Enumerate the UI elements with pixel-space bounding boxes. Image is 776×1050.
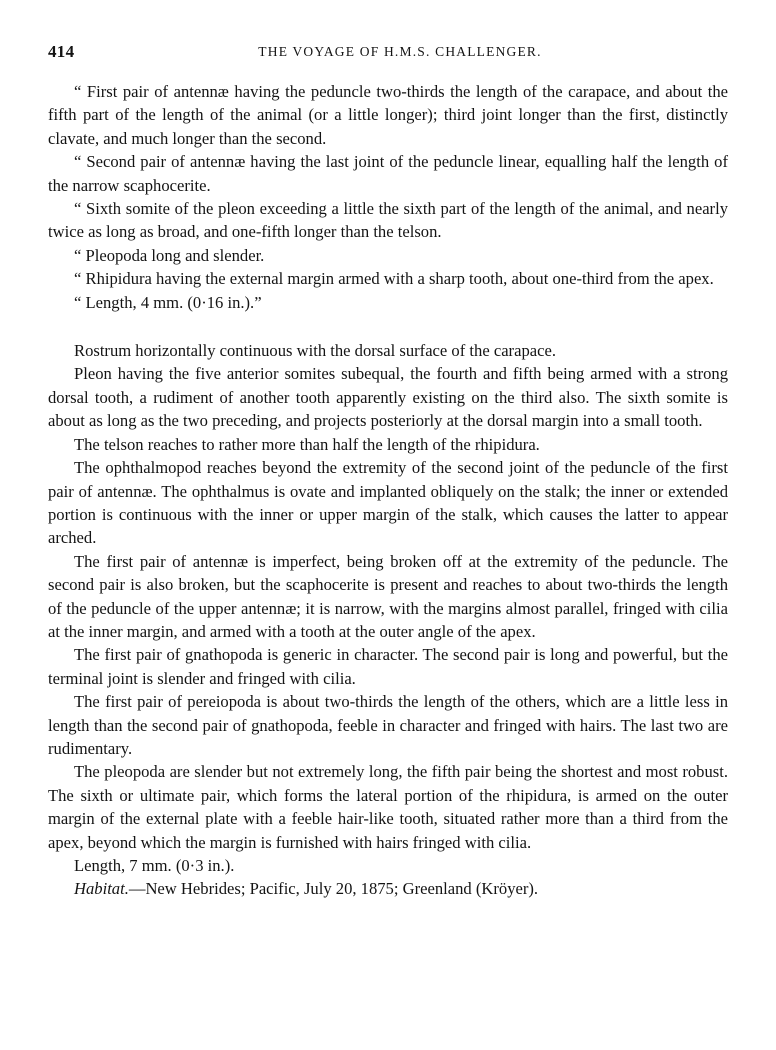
paragraph-pleon: Pleon having the five anterior somites subequal, the fourth and fifth being armed with a strong dorsal tooth, a rudiment of another tooth apparently existing on the third also. The sixth somite is about as long as the two preceding, and projects posteriorly at the dorsal margin into a small tooth. [48,364,728,431]
quote-paragraph-second-antennae: “ Second pair of antennæ having the last joint of the peduncle linear, equalling half the length of the narrow scaphocerite. [48,152,728,195]
page-number: 414 [48,42,75,61]
habitat-text: —New Hebrides; Pacific, July 20, 1875; Greenland (Kröyer). [128,879,539,899]
quote-paragraph-length: “ Length, 4 mm. (0·16 in.).” [74,292,262,312]
running-head [48,42,728,66]
running-title: THE VOYAGE OF H.M.S. CHALLENGER. [258,44,542,59]
paragraph-ophthalmopod: The ophthalmopod reaches beyond the extremity of the second joint of the peduncle of the first pair of antennæ. The ophthalmus is ovate and implanted obliquely on the stalk; the inner or extended portion is continuous with the inner or upper margin of the stalk, which causes the latter to appear arched. [48,458,728,548]
description [48,339,728,901]
quoted-description [48,80,728,314]
habitat-label: Habitat. [74,879,129,899]
quote-paragraph-first-antennae: “ First pair of antennæ having the peduncle two-thirds the length of the carapace, and about the fifth part of the length of the animal (or a little longer); third joint longer than the first, distinctly clavate, and much longer than the second. [48,82,728,148]
quote-paragraph-rhipidura: “ Rhipidura having the external margin armed with a sharp tooth, about one-third from the apex. [74,269,714,289]
paragraph-pleopoda: The pleopoda are slender but not extremely long, the fifth pair being the shortest and most robust. The sixth or ultimate pair, which forms the lateral portion of the rhipidura, is armed on the outer margin of the external plate with a feeble hair-like tooth, situated rather more than a third from the apex, beyond which the margin is furnished with hairs fringed with cilia. [48,762,728,852]
page [48,42,728,901]
paragraph-gnathopoda: The first pair of gnathopoda is generic in character. The second pair is long and powerful, but the terminal joint is slender and fringed with cilia. [48,645,728,688]
quote-paragraph-sixth-somite: “ Sixth somite of the pleon exceeding a little the sixth part of the length of the animal, and nearly twice as long as broad, and one-fifth longer than the telson. [48,199,728,242]
paragraph-telson: The telson reaches to rather more than half the length of the rhipidura. [74,434,540,454]
paragraph-rostrum: Rostrum horizontally continuous with the dorsal surface of the carapace. [74,341,556,361]
paragraph-pereiopoda: The first pair of pereiopoda is about two-thirds the length of the others, which are a little less in length than the second pair of gnathopoda, feeble in character and fringed with hairs. The last two are rudimentary. [48,692,728,758]
quote-paragraph-pleopoda: “ Pleopoda long and slender. [74,245,265,265]
paragraph-habitat [48,877,728,900]
paragraph-antennae: The first pair of antennæ is imperfect, being broken off at the extremity of the peduncle. The second pair is also broken, but the scaphocerite is present and reaches to about two-thirds the length of the peduncle of the upper antennæ; it is narrow, with the margins almost parallel, fringed with cilia at the inner margin, and armed with a tooth at the outer angle of the apex. [48,551,728,641]
paragraph-length: Length, 7 mm. (0·3 in.). [74,856,235,875]
